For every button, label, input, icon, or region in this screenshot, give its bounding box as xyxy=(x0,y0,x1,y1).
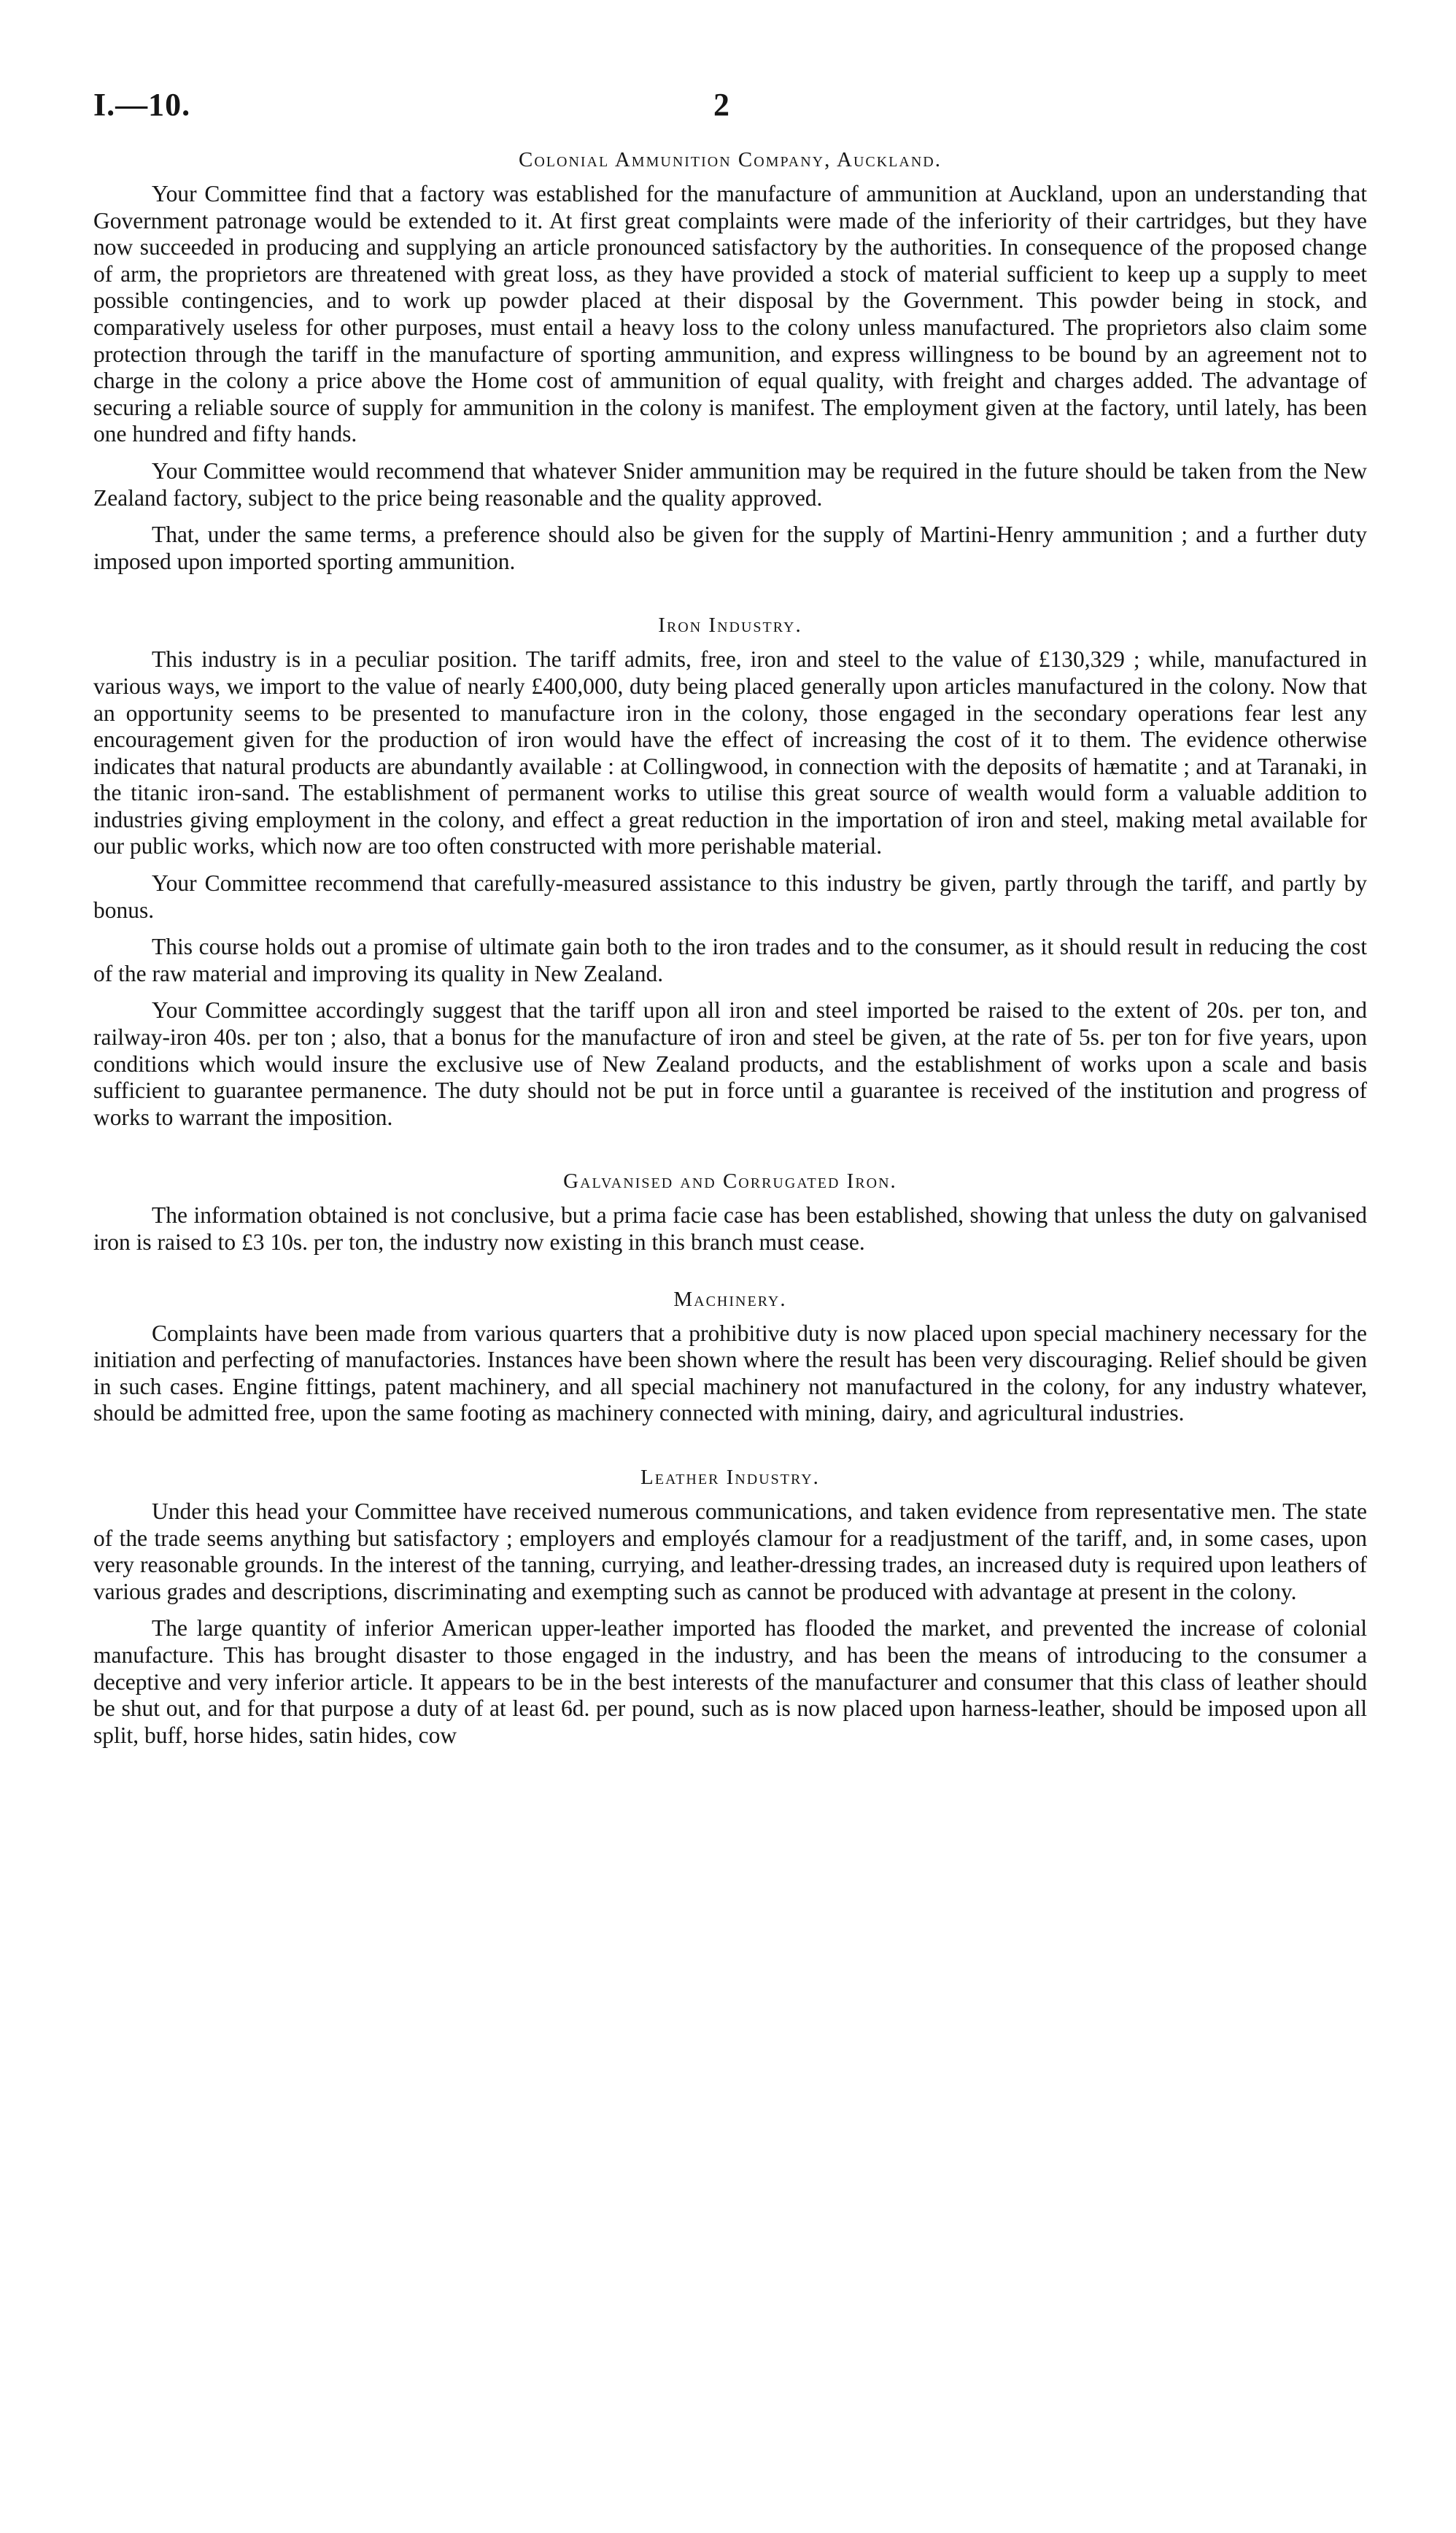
paragraph: The large quantity of inferior American upper-leather imported has flooded the market, and prevented the increase of colonial manufacture. This has brought disaster to those engaged in the industry, and has been the means of introducing to the consumer a deceptive and very inferior article. It appears to be in the best interests of the manufacturer and consumer that this class of leather should be shut out, and for that purpose a duty of at least 6d. per pound, such as is now placed upon harness-leather, should be imposed upon all split, buff, horse hides, satin hides, cow xyxy=(93,1615,1367,1748)
section-heading: Leather Industry. xyxy=(640,1465,820,1489)
document-reference: I.—10. xyxy=(93,87,191,123)
paragraph: Complaints have been made from various quarters that a prohibitive duty is now placed upon special machinery necessary for the initiation and perfecting of manufactories. Instances have been shown where the result has been very discouraging. Relief should be given in such cases. Engine fittings, patent machinery, and all special machinery not manufactured in the colony, for any industry whatever, should be admitted free, upon the same footing as machinery connected with mining, dairy, and agricultural industries. xyxy=(93,1320,1367,1426)
section-heading: Iron Industry. xyxy=(658,614,802,638)
paragraph: Your Committee find that a factory was established for the manufacture of ammunition at Auckland, upon an understanding that Government patronage would be extended to it. At first great complaints were made of the inferiority of their cartridges, but they have now succeeded in producing and supplying an article pronounced satisfactory by the authorities. In consequence of the proposed change of arm, the proprietors are threatened with great loss, as they have provided a stock of material sufficient to keep up a supply to meet possible contingencies, and to work up powder placed at their disposal by the Government. This powder being in stock, and comparatively useless for other purposes, must entail a heavy loss to the colony unless manufactured. The proprietors also claim some protection through the tariff in the manufacture of sporting ammunition, and express willingness to be bound by an agreement not to charge in the colony a price above the Home cost of ammunition of equal quality, with freight and charges added. The advantage of securing a reliable source of supply for ammunition in the colony is manifest. The employment given at the factory, until lately, has been one hundred and fifty hands. xyxy=(93,181,1367,447)
paragraph: The information obtained is not conclusive, but a prima facie case has been established, showing that unless the duty on galvanised iron is raised to £3 10s. per ton, the industry now existing in this branch must cease. xyxy=(93,1202,1367,1255)
paragraph: Under this head your Committee have received numerous communications, and taken evidence from representative men. The state of the trade seems anything but satisfactory ; employers and employés clamour for a readjustment of the tariff, and, in some cases, upon very reasonable grounds. In the interest of the tanning, currying, and leather-dressing trades, an increased duty is required upon leathers of various grades and descriptions, discriminating and exempting such as cannot be produced with advantage at present in the colony. xyxy=(93,1498,1367,1604)
section-leather-industry xyxy=(93,1465,1367,1749)
paragraph: This industry is in a peculiar position. The tariff admits, free, iron and steel to the value of £130,329 ; while, manufactured in various ways, we import to the value of nearly £400,000, duty being placed generally upon articles manufactured in the colony. Now that an opportunity seems to be presented to manufacture iron in the colony, those engaged in the secondary operations fear lest any encouragement given for the production of iron would have the effect of increasing the cost of it to them. The evidence otherwise indicates that natural products are abundantly available : at Collingwood, in connection with the deposits of hæmatite ; and at Taranaki, in the titanic iron-sand. The establishment of permanent works to utilise this great source of wealth would form a valuable addition to industries giving employment in the colony, and effect a great reduction in the importation of iron and steel, making metal available for our public works, which now are too often constructed with more perishable material. xyxy=(93,646,1367,859)
section-colonial-ammunition xyxy=(93,147,1367,575)
section-heading: Colonial Ammunition Company, Auckland. xyxy=(519,148,942,171)
section-galvanised-iron xyxy=(93,1169,1367,1256)
paragraph: Your Committee accordingly suggest that the tariff upon all iron and steel imported be raised to the extent of 20s. per ton, and railway-iron 40s. per ton ; also, that a bonus for the manufacture of iron and steel be given, at the rate of 5s. per ton for five years, upon conditions which would insure the exclusive use of New Zealand products, and the establishment of works upon a scale and basis sufficient to guarantee permanence. The duty should not be put in force until a guarantee is received of the institution and progress of works to warrant the imposition. xyxy=(93,997,1367,1130)
page-header xyxy=(93,86,1367,130)
section-heading: Machinery. xyxy=(673,1287,787,1311)
document-body xyxy=(93,147,1367,1759)
section-iron-industry xyxy=(93,613,1367,1131)
section-heading: Galvanised and Corrugated Iron. xyxy=(563,1169,897,1194)
paragraph: Your Committee recommend that carefully-measured assistance to this industry be given, partly through the tariff, and partly by bonus. xyxy=(93,870,1367,923)
paragraph: This course holds out a promise of ultimate gain both to the iron trades and to the consumer, as it should result in reducing the cost of the raw material and improving its quality in New Zealand. xyxy=(93,934,1367,986)
page-number: 2 xyxy=(713,87,729,123)
section-machinery xyxy=(93,1287,1367,1427)
paragraph: That, under the same terms, a preference should also be given for the supply of Martini-Henry ammunition ; and a further duty imposed upon imported sporting ammunition. xyxy=(93,522,1367,574)
paragraph: Your Committee would recommend that whatever Snider ammunition may be required in the future should be taken from the New Zealand factory, subject to the price being reasonable and the quality approved. xyxy=(93,457,1367,511)
